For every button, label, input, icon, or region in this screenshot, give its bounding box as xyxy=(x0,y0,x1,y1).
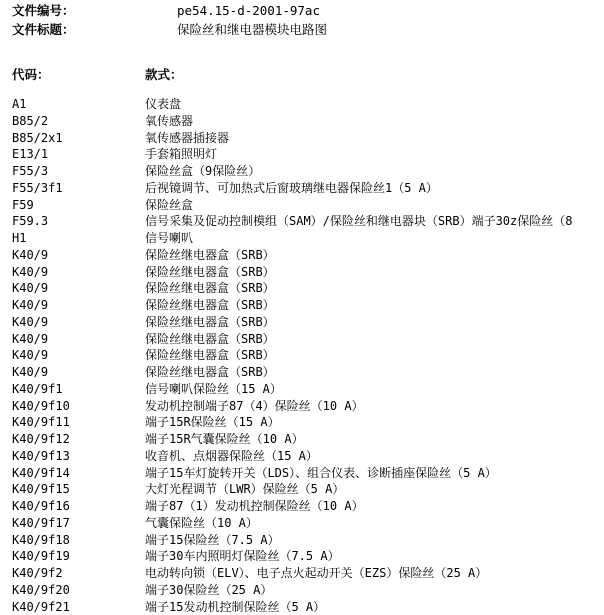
header-desc-label: 款式： xyxy=(145,66,183,84)
row-description: 信号采集及促动控制模组（SAM）/保险丝和继电器块（SRB）端子30z保险丝（8 xyxy=(145,213,572,230)
table-row xyxy=(12,565,604,582)
row-code: K40/9f16 xyxy=(12,498,70,515)
row-code: K40/9f10 xyxy=(12,398,70,415)
row-code: F59 xyxy=(12,197,34,214)
row-code: K40/9f17 xyxy=(12,515,70,532)
row-code: K40/9f14 xyxy=(12,465,70,482)
table-row xyxy=(12,96,604,113)
row-description: 保险丝继电器盒（SRB） xyxy=(145,264,275,281)
row-description: 端子15R保险丝（15 A） xyxy=(145,414,280,431)
row-description: 氧传感器 xyxy=(145,113,193,130)
row-description: 电动转向锁（ELV）、电子点火起动开关（EZS）保险丝（25 A） xyxy=(145,565,487,582)
table-row xyxy=(12,213,604,230)
row-code: H1 xyxy=(12,230,26,247)
table-row xyxy=(12,197,604,214)
row-description: 保险丝继电器盒（SRB） xyxy=(145,347,275,364)
row-code: K40/9f1 xyxy=(12,381,63,398)
table-row xyxy=(12,548,604,565)
row-code: K40/9 xyxy=(12,314,48,331)
table-row xyxy=(12,364,604,381)
row-code: K40/9f12 xyxy=(12,431,70,448)
table-row xyxy=(12,465,604,482)
row-code: E13/1 xyxy=(12,146,48,163)
table-row xyxy=(12,347,604,364)
row-code: K40/9f2 xyxy=(12,565,63,582)
row-code: K40/9 xyxy=(12,247,48,264)
table-row xyxy=(12,146,604,163)
table-row xyxy=(12,163,604,180)
row-code: K40/9 xyxy=(12,264,48,281)
table-row xyxy=(12,498,604,515)
row-code: K40/9 xyxy=(12,364,48,381)
row-code: K40/9f21 xyxy=(12,599,70,615)
table-row xyxy=(12,398,604,415)
table-row xyxy=(12,599,604,615)
table-row xyxy=(12,331,604,348)
row-description: 保险丝继电器盒（SRB） xyxy=(145,364,275,381)
table-row xyxy=(12,414,604,431)
row-description: 端子30车内照明灯保险丝（7.5 A） xyxy=(145,548,340,565)
row-description: 端子15R气囊保险丝（10 A） xyxy=(145,431,304,448)
file-number-label: 文件编号： xyxy=(12,2,75,20)
row-code: B85/2x1 xyxy=(12,130,63,147)
row-description: 氧传感器插接器 xyxy=(145,130,229,147)
table-row xyxy=(12,515,604,532)
row-description: 保险丝继电器盒（SRB） xyxy=(145,247,275,264)
row-code: K40/9f11 xyxy=(12,414,70,431)
row-code: K40/9 xyxy=(12,347,48,364)
row-code: K40/9f15 xyxy=(12,481,70,498)
row-description: 保险丝继电器盒（SRB） xyxy=(145,297,275,314)
row-code: F55/3 xyxy=(12,163,48,180)
header-code-label: 代码： xyxy=(12,66,50,84)
table-row xyxy=(12,297,604,314)
row-description: 手套箱照明灯 xyxy=(145,146,217,163)
row-description: 气囊保险丝（10 A） xyxy=(145,515,258,532)
table-row xyxy=(12,431,604,448)
table-row xyxy=(12,130,604,147)
row-code: K40/9 xyxy=(12,331,48,348)
row-description: 大灯光程调节（LWR）保险丝（5 A） xyxy=(145,481,344,498)
file-number-value: pe54.15-d-2001-97ac xyxy=(177,2,320,20)
row-code: F59.3 xyxy=(12,213,48,230)
component-table xyxy=(12,96,604,615)
row-description: 保险丝盒（9保险丝） xyxy=(145,163,260,180)
row-description: 端子30保险丝（25 A） xyxy=(145,582,272,599)
file-title-value: 保险丝和继电器模块电路图 xyxy=(177,21,327,39)
row-code: K40/9 xyxy=(12,280,48,297)
row-description: 端子87（1）发动机控制保险丝（10 A） xyxy=(145,498,364,515)
table-row xyxy=(12,230,604,247)
row-code: K40/9 xyxy=(12,297,48,314)
row-description: 端子15发动机控制保险丝（5 A） xyxy=(145,599,325,615)
row-description: 保险丝继电器盒（SRB） xyxy=(145,331,275,348)
file-title-label: 文件标题： xyxy=(12,21,75,39)
row-description: 后视镜调节、可加热式后窗玻璃继电器保险丝1（5 A） xyxy=(145,180,438,197)
row-code: K40/9f19 xyxy=(12,548,70,565)
row-description: 收音机、点烟器保险丝（15 A） xyxy=(145,448,318,465)
row-code: K40/9f20 xyxy=(12,582,70,599)
row-description: 保险丝盒 xyxy=(145,197,193,214)
row-code: K40/9f13 xyxy=(12,448,70,465)
table-row xyxy=(12,247,604,264)
row-code: F55/3f1 xyxy=(12,180,63,197)
row-description: 端子15车灯旋转开关（LDS）、组合仪表、诊断插座保险丝（5 A） xyxy=(145,465,497,482)
row-description: 仪表盘 xyxy=(145,96,181,113)
table-row xyxy=(12,113,604,130)
table-row xyxy=(12,582,604,599)
row-code: B85/2 xyxy=(12,113,48,130)
table-row xyxy=(12,264,604,281)
row-description: 端子15保险丝（7.5 A） xyxy=(145,532,280,549)
table-row xyxy=(12,532,604,549)
table-row xyxy=(12,381,604,398)
row-description: 信号喇叭保险丝（15 A） xyxy=(145,381,282,398)
row-code: K40/9f18 xyxy=(12,532,70,549)
row-description: 保险丝继电器盒（SRB） xyxy=(145,280,275,297)
table-row xyxy=(12,481,604,498)
table-row xyxy=(12,180,604,197)
row-description: 保险丝继电器盒（SRB） xyxy=(145,314,275,331)
table-row xyxy=(12,314,604,331)
table-row xyxy=(12,280,604,297)
row-description: 信号喇叭 xyxy=(145,230,193,247)
row-code: A1 xyxy=(12,96,26,113)
row-description: 发动机控制端子87（4）保险丝（10 A） xyxy=(145,398,364,415)
table-row xyxy=(12,448,604,465)
